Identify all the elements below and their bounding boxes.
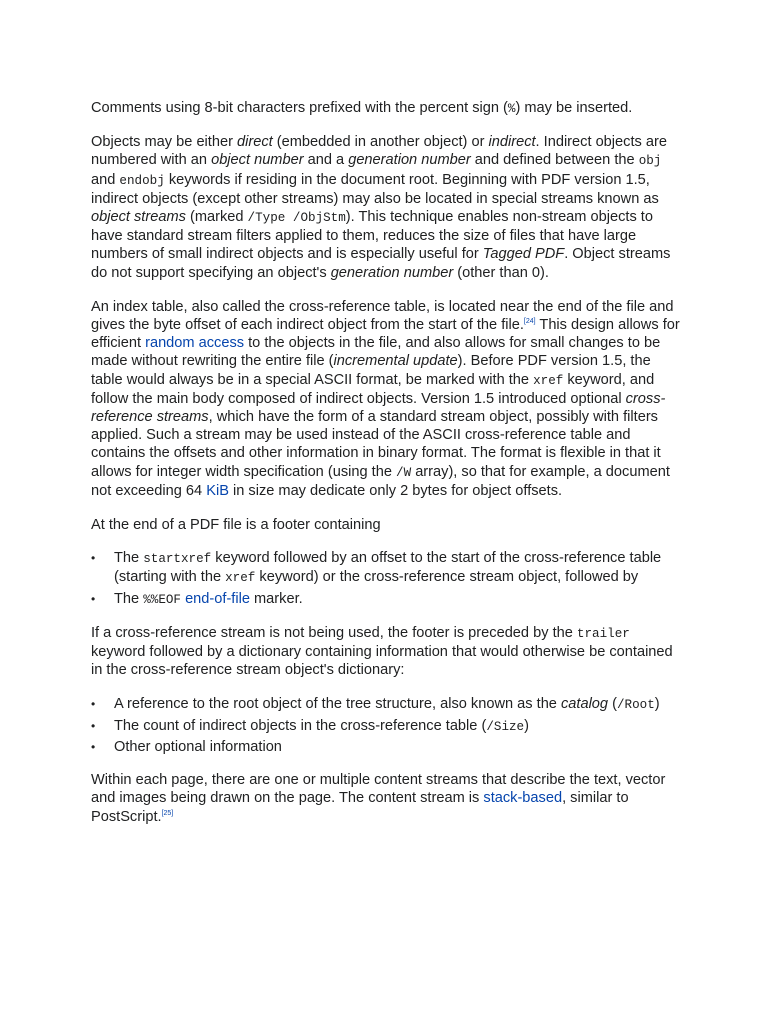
bullet-icon: • [91, 739, 96, 754]
term-object-streams: object streams [91, 209, 186, 226]
paragraph-trailer: If a cross-reference stream is not being used, the footer is preceded by the trailer keyword followed by a dictionary containing information that would otherwise be contained in the cross-reference stream object's dictionary: [91, 624, 673, 679]
link-random-access[interactable]: random access [145, 335, 245, 352]
term-generation-number: generation number [348, 152, 471, 169]
link-stack-based[interactable]: stack-based [483, 790, 563, 807]
term-incremental-update: incremental update [333, 353, 458, 370]
bullet-icon: • [91, 591, 96, 606]
citation-24[interactable]: [24] [523, 318, 536, 326]
list-item: • Other optional information [91, 738, 282, 755]
term-catalog: catalog [560, 696, 609, 713]
code-percent: % [507, 102, 516, 116]
code-xref: xref [533, 373, 564, 388]
article-body [91, 99, 681, 826]
footer-list [91, 549, 681, 609]
bullet-icon: • [91, 697, 96, 712]
term-xref-streams: cross-reference streams [91, 390, 666, 426]
bullet-icon: • [91, 718, 96, 733]
paragraph-footer-intro: At the end of a PDF file is a footer containing [91, 517, 381, 534]
code-root: /Root [616, 698, 655, 713]
paragraph-comments: Comments using 8-bit characters prefixed with the percent sign (%) may be inserted. [91, 100, 633, 116]
code-type-objstm: /Type /ObjStm [247, 211, 346, 226]
bullet-icon: • [91, 551, 96, 566]
citation-25[interactable]: [25] [161, 809, 174, 817]
paragraph-index-table: An index table, also called the cross-reference table, is located near the end of the file and gives the byte offset of each indirect object from the start of the file.[24] This design allows for efficient random access to the objects in the file, and also allows for small changes to be made without rewriting the entire file (incremental update). Before PDF version 1.5, the table would always be in a special ASCII format, be marked with the xref keyword, and follow the main body composed of indirect objects. Version 1.5 introduced optional cross-reference streams, which have the form of a standard stream object, possibly with filters applied. Such a stream may be used instead of the ASCII cross-reference table and contains the offsets and other information in binary format. The format is flexible in that it allows for integer width specification (using the /W array), so that for example, a document not exceeding 64 KiB in size may dedicate only 2 bytes for object offsets. [91, 298, 680, 499]
term-direct: direct [237, 134, 273, 151]
term-generation-number-2: generation number [330, 264, 454, 281]
code-eof: %%EOF [143, 592, 181, 607]
list-item: • A reference to the root object of the tree structure, also known as the catalog (/Root) [91, 696, 660, 713]
link-end-of-file[interactable]: end-of-file [185, 590, 250, 607]
code-size: /Size [486, 719, 525, 734]
list-item: • The count of indirect objects in the cross-reference table (/Size) [91, 717, 529, 734]
paragraph-content-streams: Within each page, there are one or multiple content streams that describe the text, vector and images being drawn on the page. The content stream is stack-based, similar to PostScript.[25] [91, 772, 666, 825]
list-item: • The startxref keyword followed by an offset to the start of the cross-reference table (starting with the xref keyword) or the cross-reference stream object, followed by [91, 550, 662, 586]
trailer-list [91, 695, 681, 756]
code-w: /W [396, 465, 412, 480]
link-kib[interactable]: KiB [206, 482, 229, 499]
term-object-number: object number [211, 152, 304, 169]
term-tagged-pdf: Tagged PDF [482, 246, 565, 263]
term-indirect: indirect [488, 134, 536, 151]
list-item: • The %%EOF end-of-file marker. [91, 590, 303, 607]
code-startxref: startxref [143, 552, 212, 567]
code-trailer: trailer [576, 626, 630, 641]
code-xref: xref [225, 571, 256, 586]
code-endobj: endobj [119, 173, 165, 188]
paragraph-objects: Objects may be either direct (embedded in another object) or indirect. Indirect objects are numbered with an object number and a generation number and defined between the obj and endobj keywords if residing in the document root. Beginning with PDF version 1.5, indirect objects (except other streams) may also be located in special streams known as object streams (marked /Type /ObjStm). This technique enables non-stream objects to have standard stream filters applied to them, reduces the size of files that have large numbers of small indirect objects and is especially useful for Tagged PDF. Object streams do not support specifying an object's generation number (other than 0). [91, 134, 671, 281]
code-obj: obj [638, 154, 662, 169]
